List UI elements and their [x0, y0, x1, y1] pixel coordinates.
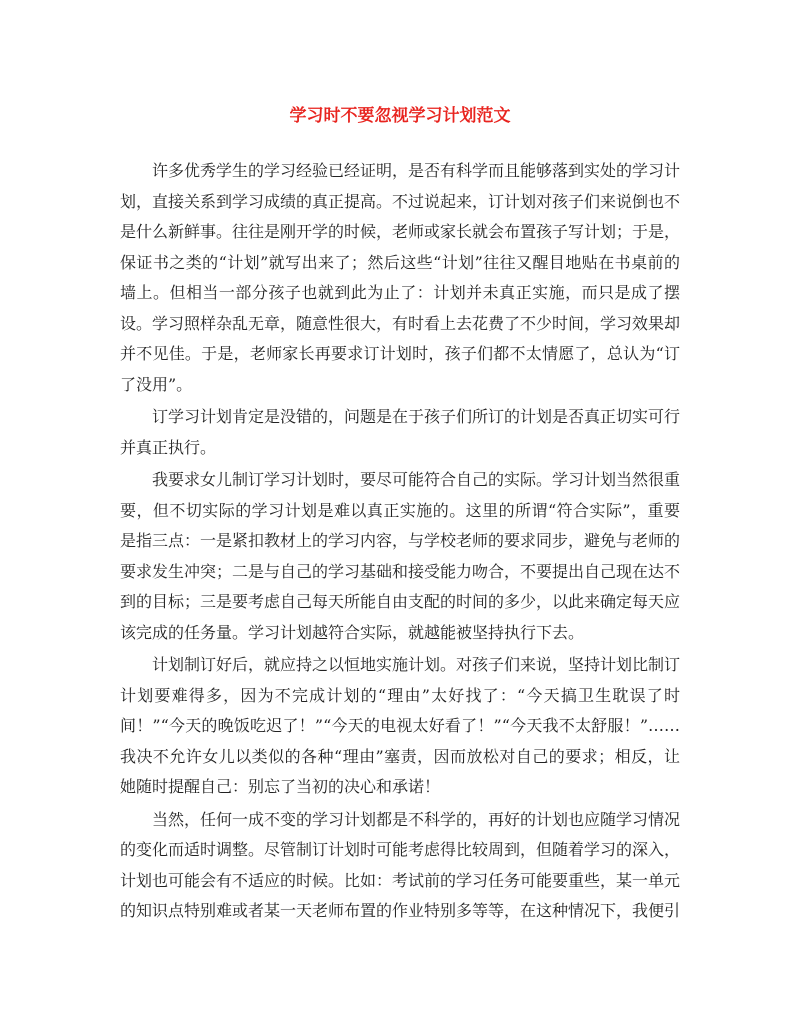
paragraph-1: 许多优秀学生的学习经验已经证明，是否有科学而且能够落到实处的学习计划，直接关系到学习成绩的真正提高。不过说起来，订计划对孩子们来说倒也不是什么新鲜事。往往是刚开学的时候，老师或家长就会布置孩子写计划；于是，保证书之类的“计划”就写出来了；然后这些“计划”往往又醒目地贴在书桌前的墙上。但相当一部分孩子也就到此为止了：计划并未真正实施，而只是成了摆设。学习照样杂乱无章，随意性很大，有时看上去花费了不少时间，学习效果却并不见佳。于是，老师家长再要求订计划时，孩子们都不太情愿了，总认为“订了没用”。 — [120, 161, 681, 394]
paragraph-2: 订学习计划肯定是没错的，问题是在于孩子们所订的计划是否真正切实可行并真正执行。 — [120, 407, 681, 457]
paragraph-5: 当然，任何一成不变的学习计划都是不科学的，再好的计划也应随学习情况的变化而适时调整。尽管制订计划时可能考虑得比较周到，但随着学习的深入，计划也可能会有不适应的时候。比如：考试前的学习任务可能要重些，某一单元的知识点特别难或者某一天老师布置的作业特别多等等，在这种情况下，我便引 — [120, 809, 681, 920]
document-body — [120, 156, 680, 929]
document-title: 学习时不要忽视学习计划范文 — [289, 106, 511, 126]
paragraph-4: 计划制订好后，就应持之以恒地实施计划。对孩子们来说，坚持计划比制订计划要难得多，因为不完成计划的“理由”太好找了：“今天搞卫生耽误了时间！”“今天的晚饭吃迟了！”“今天的电视太好看了！”“今天我不太舒服！”……我决不允许女儿以类似的各种“理由”塞责，因而放松对自己的要求；相反，让她随时提醒自己：别忘了当初的决心和承诺！ — [120, 655, 681, 796]
paragraph-3: 我要求女儿制订学习计划时，要尽可能符合自己的实际。学习计划当然很重要，但不切实际的学习计划是难以真正实施的。这里的所谓“符合实际”，重要是指三点：一是紧扣教材上的学习内容，与学校老师的要求同步，避免与老师的要求发生冲突；二是与自己的学习基础和接受能力吻合，不要提出自己现在达不到的目标；三是要考虑自己每天所能自由支配的时间的多少，以此来确定每天应该完成的任务量。学习计划越符合实际，就越能被坚持执行下去。 — [120, 470, 681, 642]
